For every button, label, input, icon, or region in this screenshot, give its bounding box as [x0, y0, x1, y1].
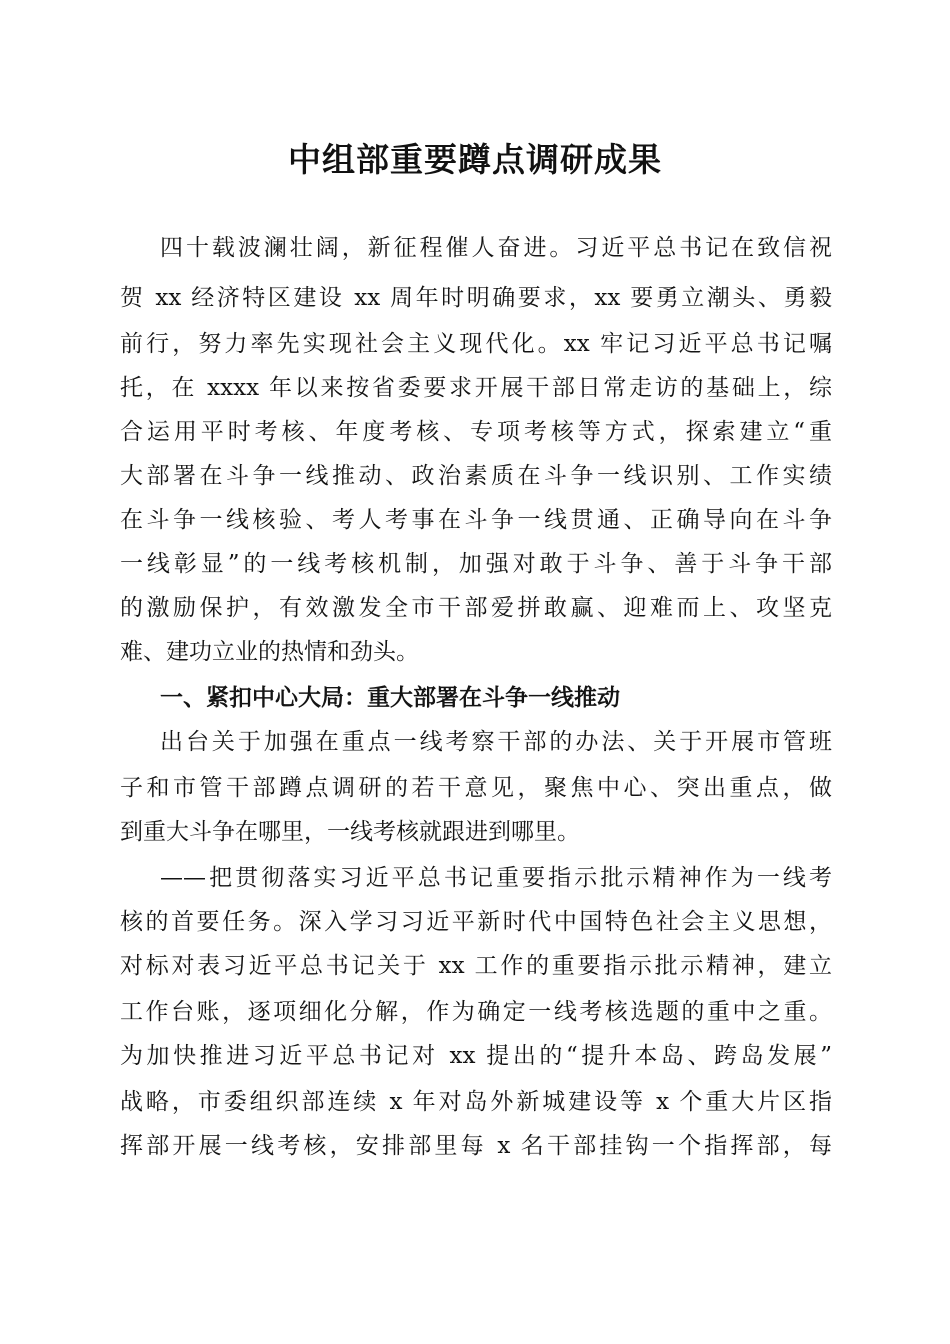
paragraph-line: 战略，市委组织部连续 x 年对岛外新城建设等 x 个重大片区指 — [120, 1089, 832, 1115]
paragraph-line: 挥部开展一线考核，安排部里每 x 名干部挂钩一个指挥部，每 — [120, 1133, 832, 1159]
paragraph-line: 合运用平时考核、年度考核、专项考核等方式，探索建立“重 — [120, 419, 832, 445]
paragraph-line: 贺 xx 经济特区建设 xx 周年时明确要求，xx 要勇立潮头、勇毅 — [120, 285, 832, 311]
paragraph-line: 工作台账，逐项细化分解，作为确定一线考核选题的重中之重。 — [120, 999, 832, 1025]
paragraph-line: ——把贯彻落实习近平总书记重要指示批示精神作为一线考 — [160, 865, 832, 891]
paragraph-line: 难、建功立业的热情和劲头。 — [120, 639, 419, 665]
paragraph-line: 大部署在斗争一线推动、政治素质在斗争一线识别、工作实绩 — [120, 463, 832, 489]
paragraph-line: 到重大斗争在哪里，一线考核就跟进到哪里。 — [120, 819, 580, 845]
section-heading: 一、紧扣中心大局：重大部署在斗争一线推动 — [160, 685, 620, 711]
paragraph-line: 出台关于加强在重点一线考察干部的办法、关于开展市管班 — [160, 729, 832, 755]
paragraph-line: 子和市管干部蹲点调研的若干意见，聚焦中心、突出重点，做 — [120, 775, 832, 801]
paragraph-line: 四十载波澜壮阔，新征程催人奋进。习近平总书记在致信祝 — [160, 235, 832, 261]
paragraph-line: 为加快推进习近平总书记对 xx 提出的“提升本岛、跨岛发展” — [120, 1043, 832, 1069]
paragraph-line: 在斗争一线核验、考人考事在斗争一线贯通、正确导向在斗争 — [120, 507, 832, 533]
paragraph-line: 的激励保护，有效激发全市干部爱拼敢赢、迎难而上、攻坚克 — [120, 595, 832, 621]
paragraph-line: 托，在 xxxx 年以来按省委要求开展干部日常走访的基础上，综 — [120, 375, 832, 401]
paragraph-line: 核的首要任务。深入学习习近平新时代中国特色社会主义思想， — [120, 909, 832, 935]
paragraph-line: 前行，努力率先实现社会主义现代化。xx 牢记习近平总书记嘱 — [120, 331, 832, 357]
paragraph-line: 一线彰显”的一线考核机制，加强对敢于斗争、善于斗争干部 — [120, 551, 832, 577]
paragraph-line: 对标对表习近平总书记关于 xx 工作的重要指示批示精神，建立 — [120, 953, 832, 979]
document-title: 中组部重要蹲点调研成果 — [288, 140, 662, 179]
